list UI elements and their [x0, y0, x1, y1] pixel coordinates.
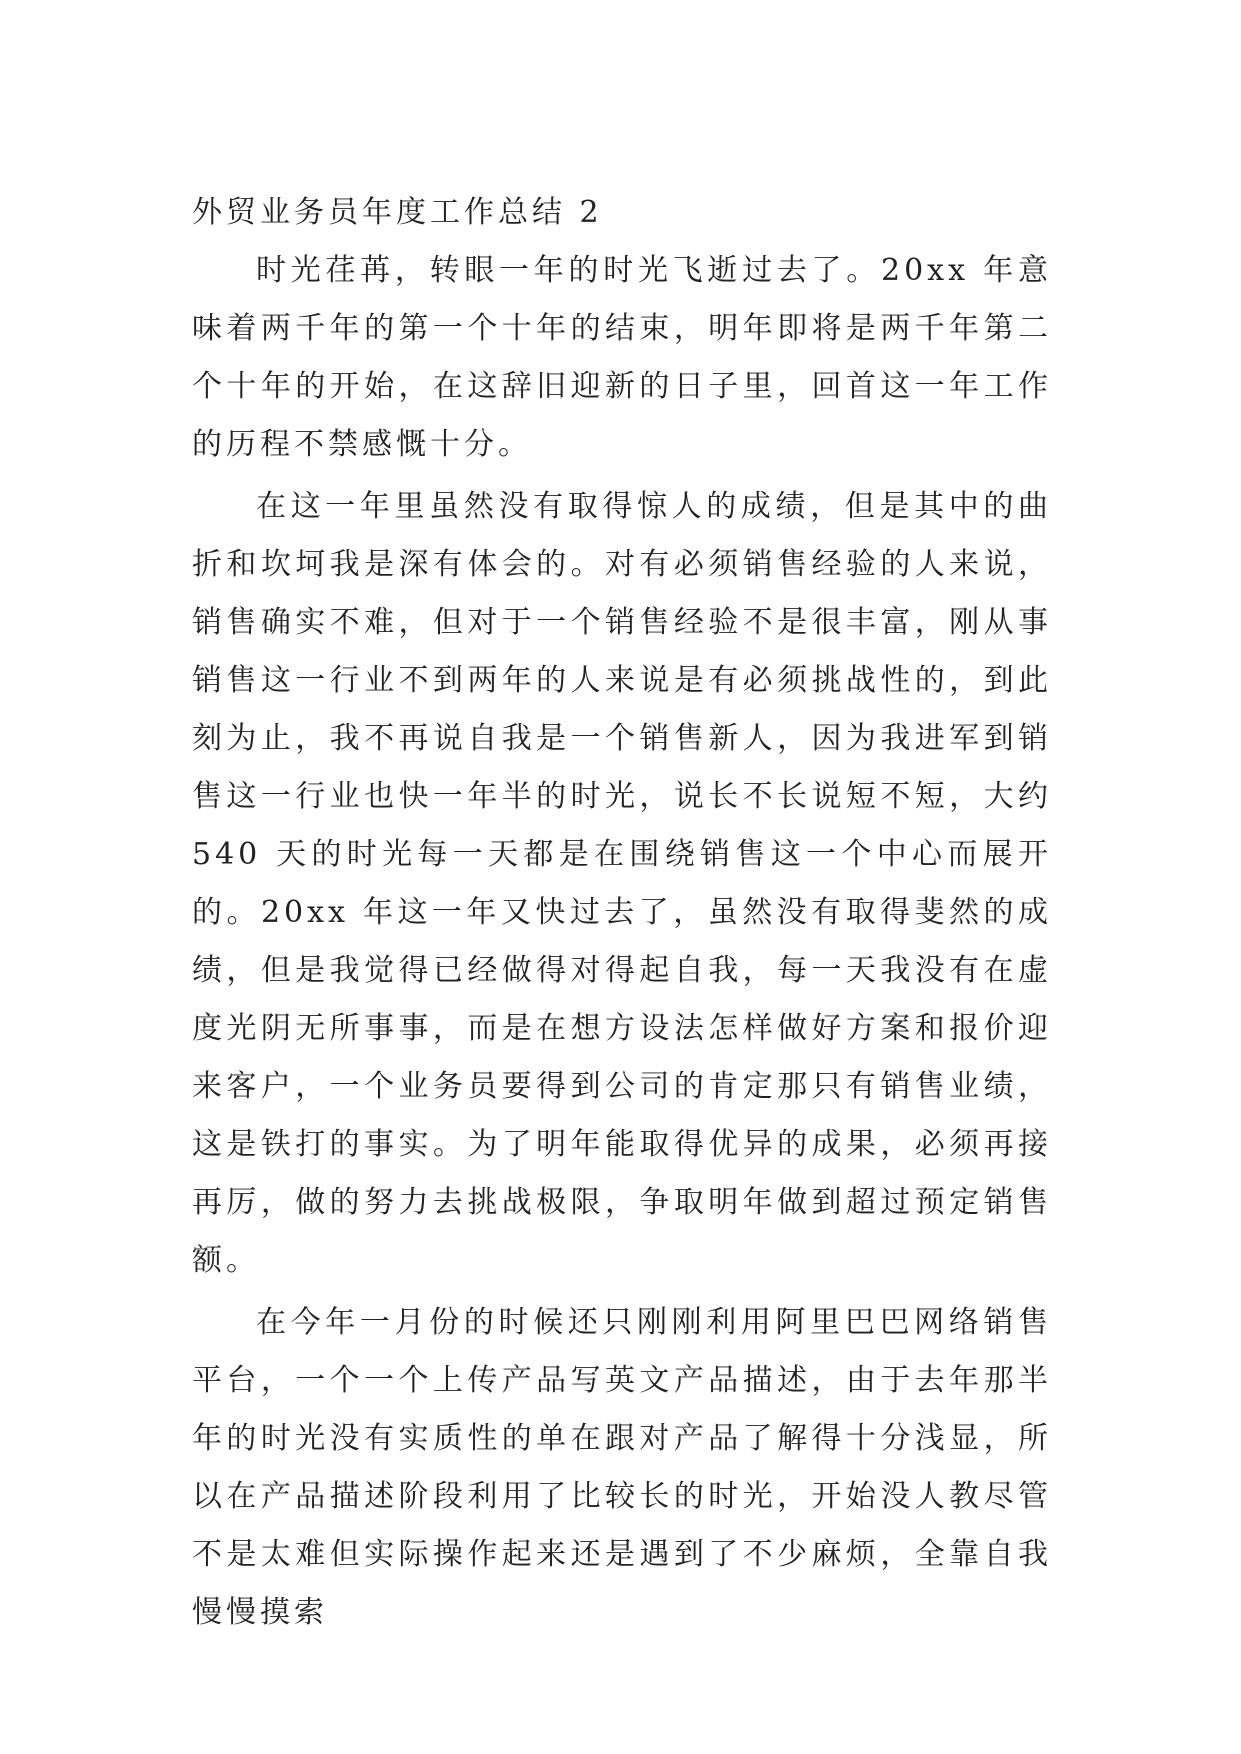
document-body [192, 184, 1052, 1646]
paragraph-3: 在今年一月份的时候还只刚刚利用阿里巴巴网络销售平台，一个一个上传产品写英文产品描述，由于去年那半年的时光没有实质性的单在跟对产品了解得十分浅显，所以在产品描述阶段利用了比较长的时光，开始没人教尽管不是太难但实际操作起来还是遇到了不少麻烦，全靠自我慢慢摸索 [192, 1305, 1052, 1630]
paragraph-1: 时光荏苒，转眼一年的时光飞逝过去了。20xx 年意味着两千年的第一个十年的结束，明年即将是两千年第二个十年的开始，在这辞旧迎新的日子里，回首这一年工作的历程不禁感慨十分。 [192, 253, 1052, 462]
document-title: 外贸业务员年度工作总结 2 [192, 195, 603, 230]
paragraph-2: 在这一年里虽然没有取得惊人的成绩，但是其中的曲折和坎坷我是深有体会的。对有必须销售经验的人来说，销售确实不难，但对于一个销售经验不是很丰富，刚从事销售这一行业不到两年的人来说是有必须挑战性的，到此刻为止，我不再说自我是一个销售新人，因为我进军到销售这一行业也快一年半的时光，说长不长说短不短，大约 540 天的时光每一天都是在围绕销售这一个中心而展开的。20xx 年这一年又快过去了，虽然没有取得斐然的成绩，但是我觉得已经做得对得起自我，每一天我没有在虚度光阴无所事事，而是在想方设法怎样做好方案和报价迎来客户，一个业务员要得到公司的肯定那只有销售业绩，这是铁打的事实。为了明年能取得优异的成果，必须再接再厉，做的努力去挑战极限，争取明年做到超过预定销售额。 [192, 489, 1052, 1278]
